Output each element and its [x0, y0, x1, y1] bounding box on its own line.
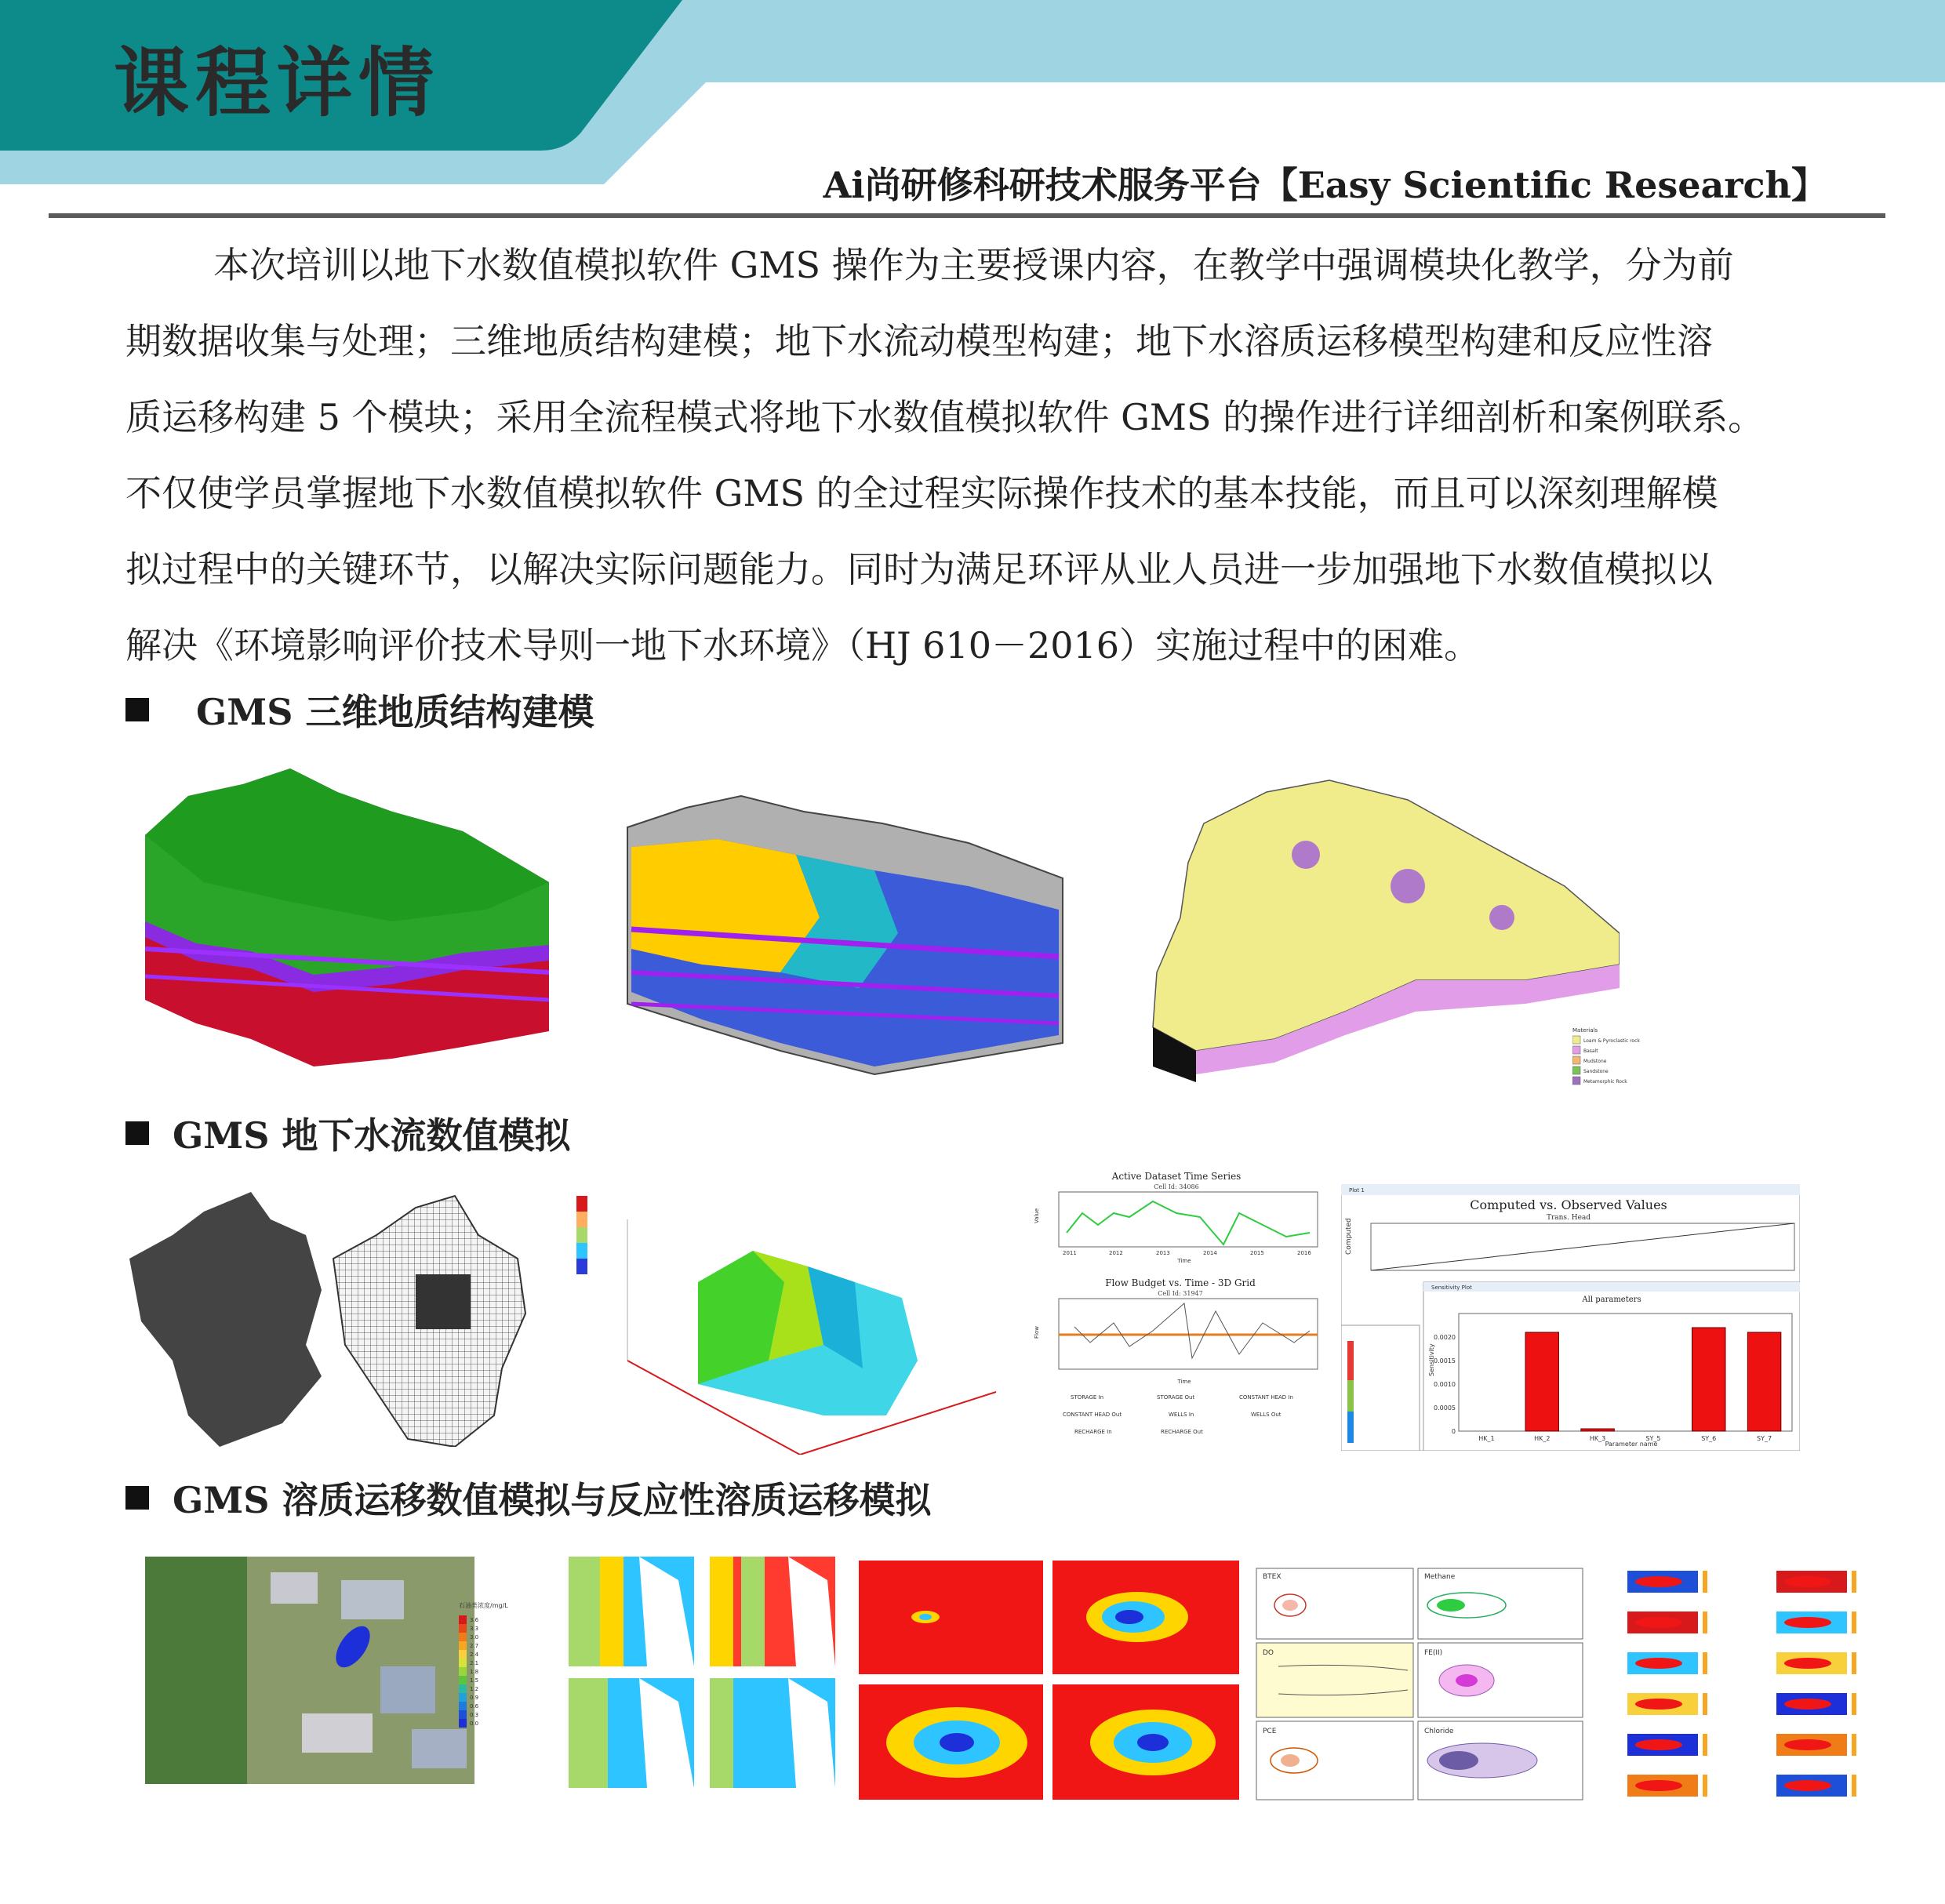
tick-label: SY_5 [1645, 1435, 1661, 1442]
legend-value: 3.0 [470, 1634, 479, 1641]
axis-label: Computed [1345, 1218, 1353, 1255]
legend-value: 2.7 [470, 1643, 479, 1649]
legend-item: Metamorphic Rock [1583, 1079, 1627, 1085]
tick-label: SY_7 [1757, 1435, 1772, 1442]
species-plume [1784, 1739, 1831, 1750]
mesh-grid-figure [125, 1188, 533, 1447]
panel-label: BTEX [1263, 1573, 1282, 1581]
axis-label: Sensitivity [1428, 1343, 1435, 1376]
sensitivity-bar [1747, 1332, 1781, 1431]
species-colorbar [1852, 1693, 1856, 1715]
legend-item: Basalt [1583, 1048, 1598, 1054]
tick-label: 2015 [1250, 1250, 1264, 1256]
tick-label: 0.0015 [1434, 1357, 1456, 1364]
species-plume [1784, 1658, 1831, 1669]
panel-label: FE(II) [1424, 1649, 1443, 1657]
intro-line: 期数据收集与处理；三维地质结构建模；地下水流动模型构建；地下水溶质运移模型构建和反应性溶 [125, 320, 1713, 362]
chart-title: Active Dataset Time Series [1111, 1171, 1242, 1182]
calibration-figure [1341, 1184, 1800, 1451]
sensitivity-bar [1581, 1429, 1614, 1431]
sensitivity-bars [1434, 1314, 1792, 1442]
bullet-square-icon [125, 1121, 149, 1145]
legend-swatch [459, 1615, 467, 1624]
legend-swatch [459, 1659, 467, 1667]
sensitivity-bar [1692, 1328, 1726, 1431]
section-label: GMS 溶质运移数值模拟与反应性溶质运移模拟 [173, 1479, 932, 1521]
legend-item: CONSTANT HEAD In [1239, 1394, 1293, 1401]
legend-value: 3.6 [470, 1617, 479, 1623]
legend-swatch [459, 1667, 467, 1676]
window-title: Plot 1 [1349, 1187, 1365, 1194]
materials-legend [1572, 1026, 1690, 1092]
plume-evolution-figure [859, 1561, 1239, 1800]
legend-swatch [459, 1693, 467, 1702]
tick-label: HK_1 [1478, 1435, 1495, 1442]
species-colorbar [1703, 1652, 1707, 1674]
axis-label: Time [1177, 1258, 1191, 1264]
legend-item: WELLS In [1169, 1412, 1194, 1418]
chart-title: Flow Budget vs. Time - 3D Grid [1105, 1277, 1256, 1288]
section-label: GMS 三维地质结构建模 [196, 691, 594, 733]
panel-label: Methane [1424, 1573, 1456, 1581]
legend-swatch [459, 1684, 467, 1693]
intro-line: 质运移构建 5 个模块；采用全流程模式将地下水数值模拟软件 GMS 的操作进行详细剖析和案例联系。 [125, 396, 1765, 438]
axis-label: Flow [1034, 1326, 1040, 1339]
species-plume [1635, 1699, 1682, 1710]
species-plume [1635, 1617, 1682, 1628]
geology-model-yellow [1149, 776, 1620, 1090]
legend-swatch [459, 1702, 467, 1710]
bullet-square-icon [125, 1486, 149, 1510]
section-heading-geology [125, 684, 594, 736]
legend-swatch [459, 1719, 467, 1728]
tick-label: 2014 [1203, 1250, 1217, 1256]
legend-swatch [459, 1633, 467, 1641]
tick-label: 2012 [1109, 1250, 1123, 1256]
tick-label: 2011 [1063, 1250, 1077, 1256]
page-title: 课程详情 [114, 39, 440, 127]
species-colorbar [1703, 1734, 1707, 1756]
intro-line: 本次培训以地下水数值模拟软件 GMS 操作为主要授课内容，在教学中强调模块化教学，分为前 [213, 244, 1734, 286]
legend-item: STORAGE Out [1157, 1394, 1195, 1401]
legend-swatch [459, 1676, 467, 1684]
tick-label: HK_3 [1589, 1435, 1606, 1442]
species-plume [1784, 1780, 1831, 1791]
chart-subtitle: Trans. Head [1546, 1214, 1591, 1222]
legend-value: 1.8 [470, 1669, 479, 1675]
legend-item: RECHARGE In [1074, 1429, 1112, 1435]
species-grid-figure [1620, 1561, 1870, 1804]
tick-label: HK_2 [1534, 1435, 1551, 1442]
head-contour-3d-figure [573, 1188, 1004, 1455]
species-colorbar [1852, 1652, 1856, 1674]
legend-item: Loam & Pyroclastic rock [1583, 1038, 1640, 1044]
sensitivity-bar [1525, 1332, 1559, 1431]
legend-title: Materials [1572, 1027, 1598, 1034]
species-plume [1635, 1739, 1682, 1750]
species-plume [1635, 1780, 1682, 1791]
chart-cell: Cell Id: 31947 [1158, 1290, 1203, 1297]
legend-value: 1.2 [470, 1686, 479, 1692]
legend-item: STORAGE In [1071, 1394, 1104, 1401]
panel-label: Chloride [1424, 1728, 1454, 1735]
geology-model-blue [623, 792, 1071, 1090]
legend-swatch [459, 1624, 467, 1633]
legend-value: 2.1 [470, 1660, 479, 1666]
tick-label: 0.0020 [1434, 1334, 1456, 1341]
time-series-figure [1027, 1170, 1325, 1452]
legend-value: 2.4 [470, 1651, 479, 1658]
legend-swatch [459, 1710, 467, 1719]
header-divider [49, 213, 1885, 218]
legend-item: RECHARGE Out [1161, 1429, 1203, 1435]
species-plume [1784, 1699, 1831, 1710]
section-heading-groundwater-flow [125, 1107, 570, 1159]
species-colorbar [1852, 1611, 1856, 1633]
intro-line: 拟过程中的关键环节，以解决实际问题能力。同时为满足环评从业人员进一步加强地下水数值模拟以 [125, 548, 1713, 590]
legend-value: 0.9 [470, 1695, 479, 1701]
geology-model-green [133, 765, 557, 1078]
contaminant-map-figure [145, 1557, 514, 1784]
intro-line: 解决《环境影响评价技术导则一地下水环境》（HJ 610－2016）实施过程中的困难。 [125, 624, 1481, 667]
axis-label: Parameter name [1605, 1441, 1658, 1448]
cross-section-figure [561, 1549, 843, 1792]
intro-paragraph [125, 227, 1820, 684]
species-colorbar [1703, 1611, 1707, 1633]
species-plume [1784, 1576, 1831, 1587]
species-colorbar [1852, 1734, 1856, 1756]
intro-line: 不仅使学员掌握地下水数值模拟软件 GMS 的全过程实际操作技术的基本技能，而且可以深刻理解模 [125, 472, 1718, 514]
section-heading-solute-transport [125, 1472, 931, 1524]
bullet-square-icon [125, 698, 149, 721]
species-colorbar [1703, 1775, 1707, 1797]
legend-title: 石油类浓度/mg/L [459, 1602, 508, 1609]
legend-value: 3.3 [470, 1626, 479, 1632]
legend-item: WELLS Out [1251, 1412, 1282, 1418]
tick-label: SY_6 [1701, 1435, 1717, 1442]
axis-label: Value [1034, 1208, 1040, 1223]
chart-title: Computed vs. Observed Values [1470, 1197, 1667, 1212]
legend-item: Sandstone [1583, 1069, 1609, 1074]
reactive-species-figure [1255, 1564, 1592, 1808]
tick-label: 2016 [1297, 1250, 1311, 1256]
tick-label: 0 [1451, 1428, 1456, 1435]
legend-item: Mudstone [1583, 1059, 1607, 1064]
species-colorbar [1852, 1775, 1856, 1797]
tick-label: 0.0010 [1434, 1381, 1456, 1388]
section-label: GMS 地下水流数值模拟 [173, 1114, 571, 1157]
species-plume [1784, 1617, 1831, 1628]
legend-value: 1.5 [470, 1677, 479, 1684]
species-plume [1635, 1658, 1682, 1669]
tick-label: 2013 [1156, 1250, 1170, 1256]
chart-title: All parameters [1582, 1295, 1641, 1304]
platform-subtitle: Ai尚研修科研技术服务平台【Easy Scientific Research】 [823, 164, 1827, 206]
legend-value: 0.0 [470, 1721, 479, 1727]
legend-swatch [459, 1650, 467, 1659]
legend-value: 0.6 [470, 1703, 479, 1710]
axis-label: Time [1177, 1379, 1191, 1385]
species-plume [1635, 1576, 1682, 1587]
panel-label: DO [1263, 1649, 1274, 1657]
window-title: Sensitivity Plot [1431, 1284, 1472, 1291]
legend-swatch [459, 1641, 467, 1650]
panel-label: PCE [1263, 1728, 1277, 1735]
chart-cell: Cell Id: 34086 [1154, 1183, 1199, 1190]
tick-label: 0.0005 [1434, 1404, 1456, 1412]
legend-item: CONSTANT HEAD Out [1063, 1412, 1122, 1418]
legend-value: 0.3 [470, 1712, 479, 1718]
species-colorbar [1703, 1571, 1707, 1593]
species-colorbar [1852, 1571, 1856, 1593]
species-colorbar [1703, 1693, 1707, 1715]
